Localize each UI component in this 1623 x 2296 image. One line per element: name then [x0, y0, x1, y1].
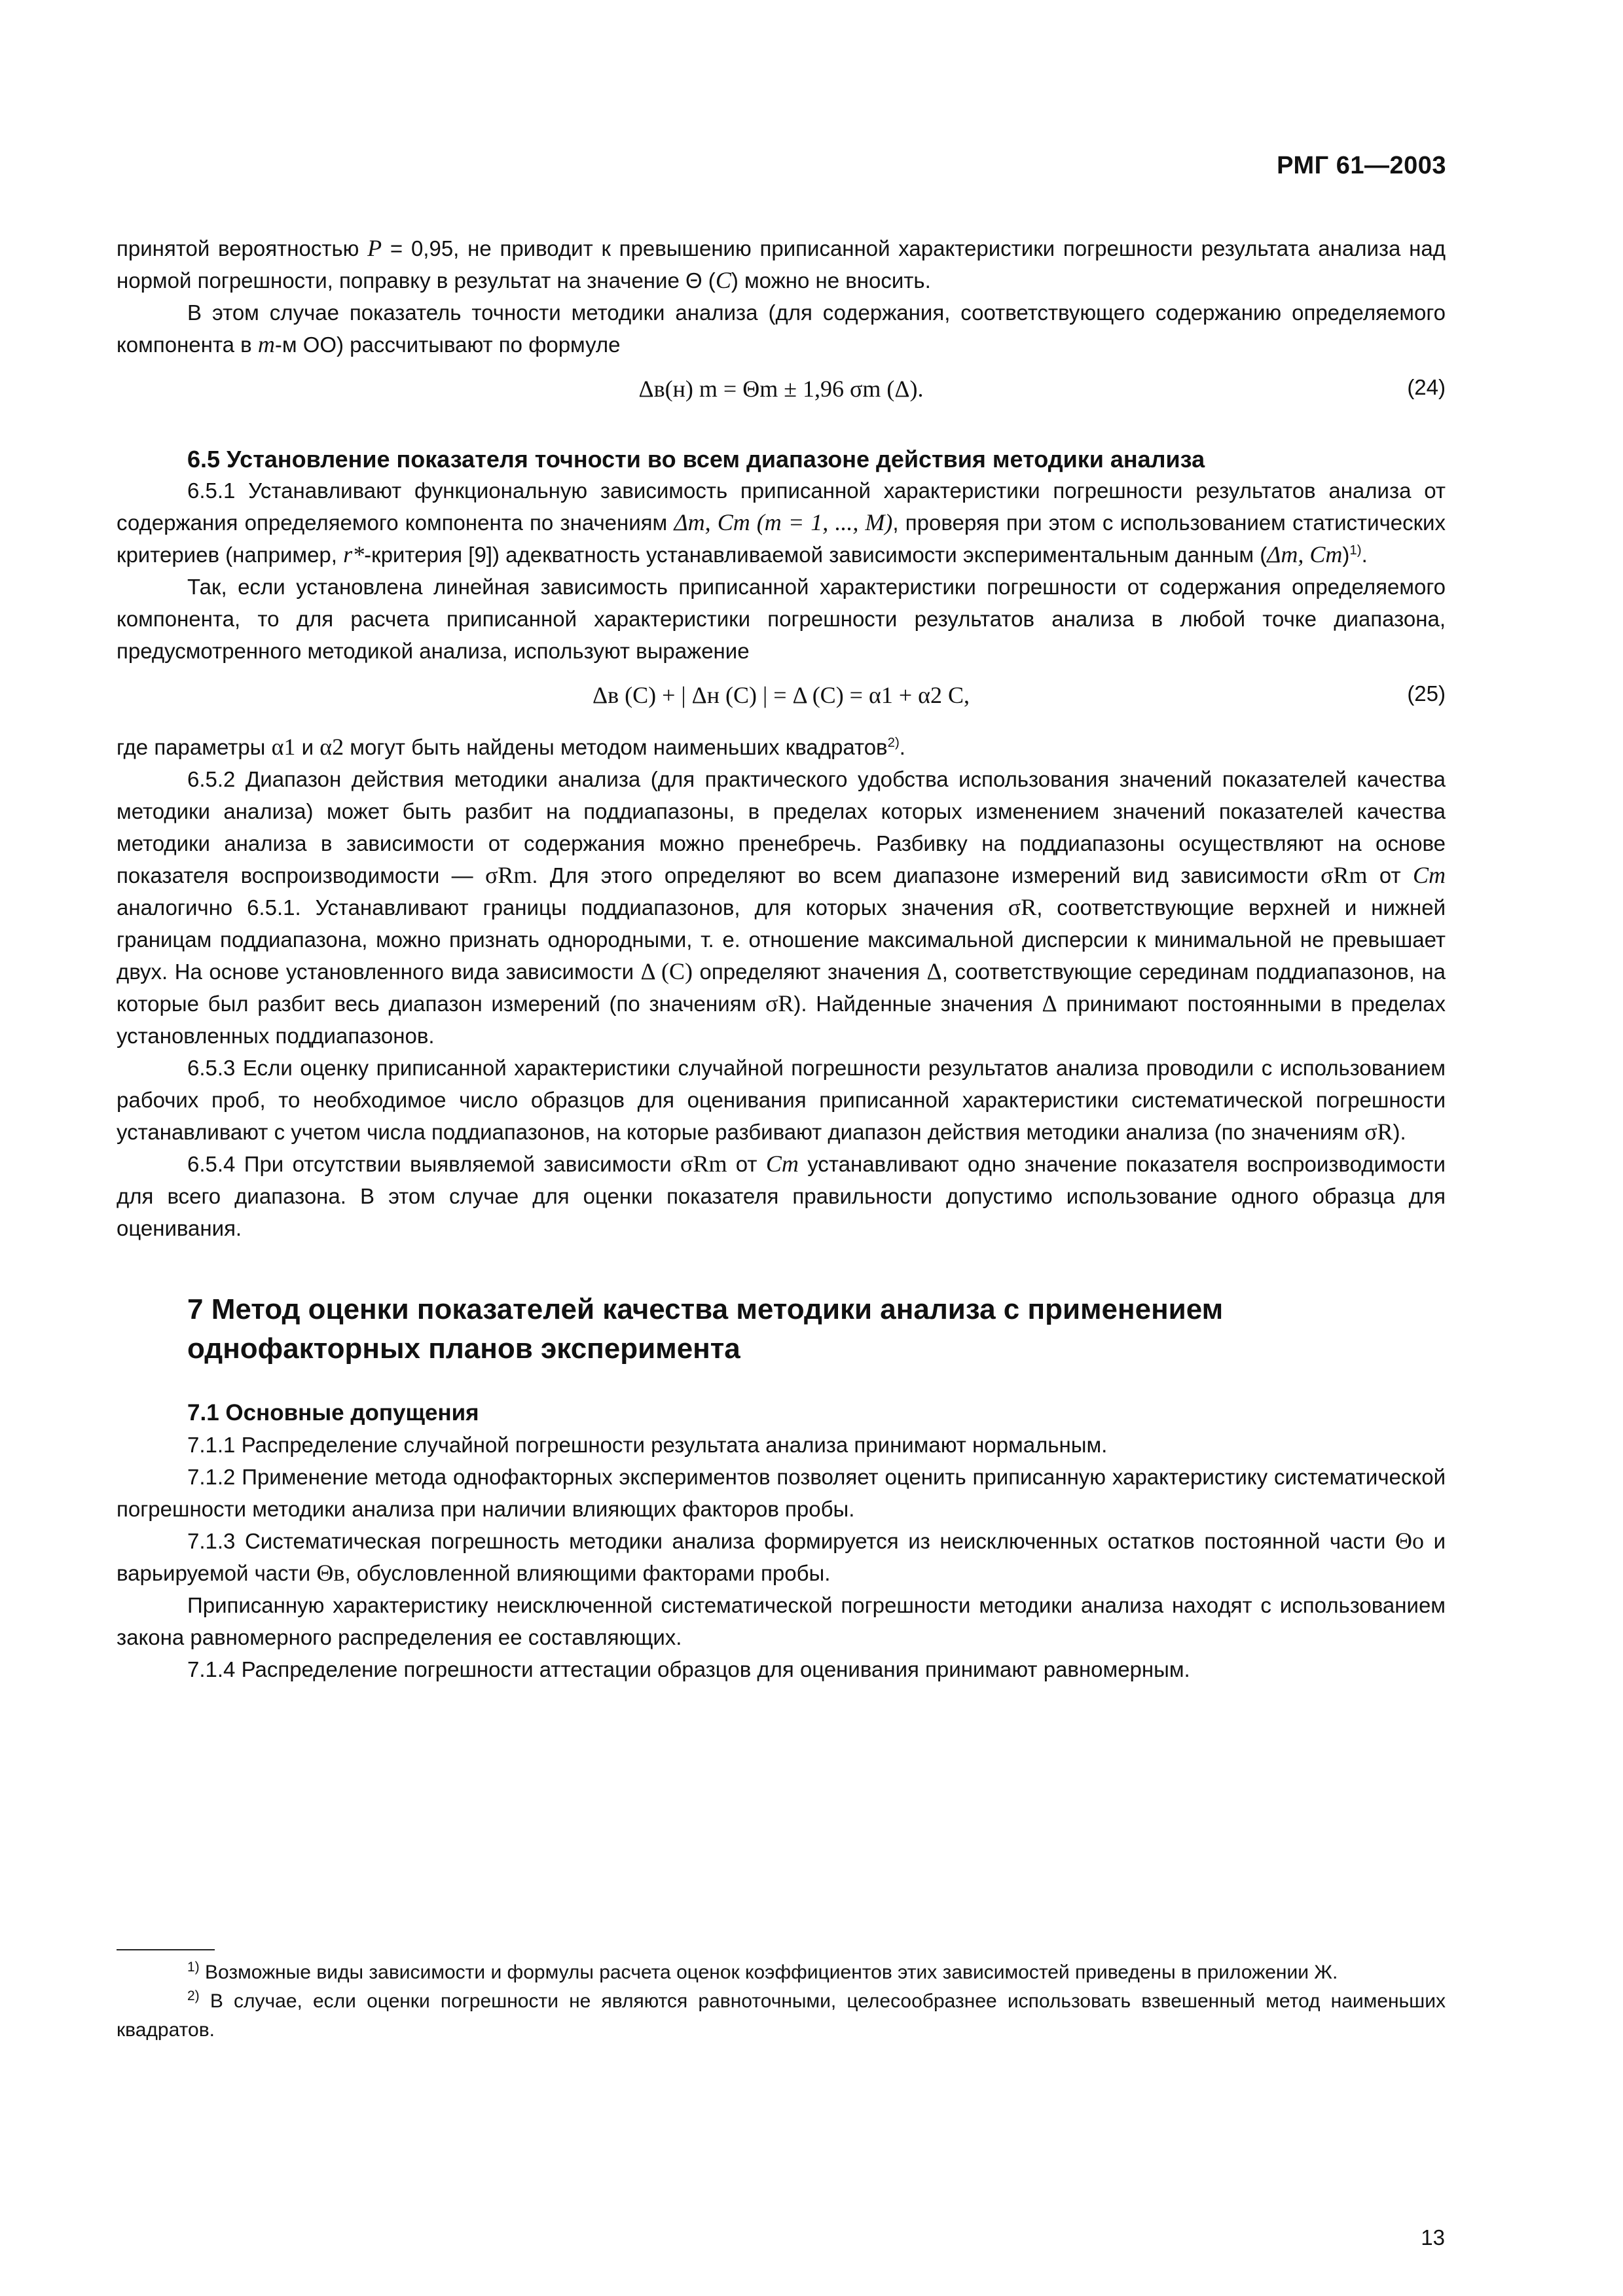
page-number: 13 — [1421, 2225, 1445, 2250]
paragraph-prescribed-characteristic: Приписанную характеристику неисключенной систематической погрешности методики анализа находят с использованием закона равномерного распределения ее составляющих. — [117, 1593, 1446, 1649]
page-body — [117, 232, 1446, 1685]
section-7-heading: 7 Метод оценки показателей качества методики анализа с применением однофакторных планов эксперимента — [187, 1293, 1224, 1365]
paragraph-6-5-4: 6.5.4 При отсутствии выявляемой зависимости σRm от Cm устанавливают одно значение показателя воспроизводимости для всего диапазона. В этом случае для оценки показателя правильности допустимо использование одного образца для оценивания. — [117, 1151, 1446, 1240]
formula-24 — [117, 368, 1446, 416]
paragraph-7-1-1: 7.1.1 Распределение случайной погрешности результата анализа принимают нормальным. — [187, 1433, 1108, 1457]
paragraph-7-1-2: 7.1.2 Применение метода однофакторных экспериментов позволяет оценить приписанную характеристику систематической погрешности методики анализа при наличии влияющих факторов пробы. — [117, 1465, 1446, 1521]
formula-24-expression: Δв(н) m = Θm ± 1,96 σm (Δ). — [638, 376, 924, 402]
paragraph-parameters: где параметры α1 и α2 могут быть найдены методом наименьших квадратов$^{2)}$. — [117, 734, 905, 760]
paragraph-6-5-1: 6.5.1 Устанавливают функциональную зависимость приписанной характеристики погрешности результатов анализа от содержания определяемого компонента по значениям Δm, Cm (m = 1, ..., M), проверяя при этом с использованием статистических критериев (например, r*-критерия [9]) адекватность устанавливаемой зависимости экспериментальным данным (Δm, Cm)$^{1)}$. — [117, 478, 1446, 567]
footnote-ref-2: 2) — [887, 735, 900, 750]
section-7-1-heading: 7.1 Основные допущения — [187, 1400, 479, 1426]
formula-25 — [117, 675, 1446, 722]
formula-25-expression: Δв (C) + | Δн (C) | = Δ (C) = α1 + α2 C, — [592, 682, 970, 708]
footnote-mark: 1) — [187, 1960, 200, 1975]
formula-24-number: (24) — [1407, 375, 1446, 399]
document-code: РМГ 61—2003 — [1277, 152, 1446, 179]
formula-25-number: (25) — [1407, 681, 1446, 706]
paragraph-linear-dependence: Так, если установлена линейная зависимость приписанной характеристики погрешности от содержания определяемого компонента, то для расчета приписанной характеристики погрешности результатов анализа в любой точке диапазона, предусмотренного методикой анализа, используют выражение — [117, 575, 1446, 663]
paragraph-probability: принятой вероятностью P = 0,95, не приводит к превышению приписанной характеристики погрешности результата анализа над нормой погрешности, поправку в результат на значение Θ (C) можно не вносить. — [117, 235, 1446, 293]
footnote-1: $^{1)}$ Возможные виды зависимости и формулы расчета оценок коэффициентов этих зависимостей приведены в приложении Ж. — [187, 1960, 1338, 1983]
footnotes — [117, 1949, 1446, 2045]
section-6-5-heading: 6.5 Установление показателя точности во всем диапазоне действия методики анализа — [187, 446, 1205, 473]
footnote-2: $^{2)}$ В случае, если оценки погрешности не являются равноточными, целесообразнее использовать взвешенный метод наименьших квадратов. — [117, 1988, 1446, 2041]
paragraph-7-1-3: 7.1.3 Систематическая погрешность методики анализа формируется из неисключенных остатков постоянной части Θо и варьируемой части Θв, обусловленной влияющими факторами пробы. — [117, 1528, 1446, 1586]
footnote-ref-1: 1) — [1349, 543, 1362, 558]
paragraph-7-1-4: 7.1.4 Распределение погрешности аттестации образцов для оценивания принимают равномерным. — [187, 1657, 1190, 1681]
paragraph-6-5-2: 6.5.2 Диапазон действия методики анализа (для практического удобства использования значений показателей качества методики анализа) может быть разбит на поддиапазоны, в пределах которых изменением значений показателей качества методики анализа в зависимости от содержания можно пренебречь. Разбивку на поддиапазоны осуществляют на основе показателя воспроизводимости — σRm. Для этого определяют во всем диапазоне измерений вид зависимости σRm от Cm аналогично 6.5.1. Устанавливают границы поддиапазонов, для которых значения σR, соответствующие верхней и нижней границам поддиапазона, можно признать однородными, т. е. отношение максимальной дисперсии к минимальной не превышает двух. На основе установленного вида зависимости Δ (C) определяют значения Δ, соответствующие серединам поддиапазонов, на которые был разбит весь диапазон измерений (по значениям σR). Найденные значения Δ принимают постоянными в пределах установленных поддиапазонов. — [117, 767, 1446, 1048]
footnote-divider — [117, 1949, 215, 1950]
paragraph-accuracy-intro: В этом случае показатель точности методики анализа (для содержания, соответствующего содержанию определяемого компонента в m-м ОО) рассчитывают по формуле — [117, 300, 1446, 357]
paragraph-6-5-3: 6.5.3 Если оценку приписанной характеристики случайной погрешности результатов анализа проводили с использованием рабочих проб, то необходимое число образцов для оценивания приписанной характеристики систематической погрешности устанавливают с учетом числа поддиапазонов, на которые разбивают диапазон действия методики анализа (по значениям σR). — [117, 1056, 1446, 1145]
footnote-mark: 2) — [187, 1988, 200, 2003]
